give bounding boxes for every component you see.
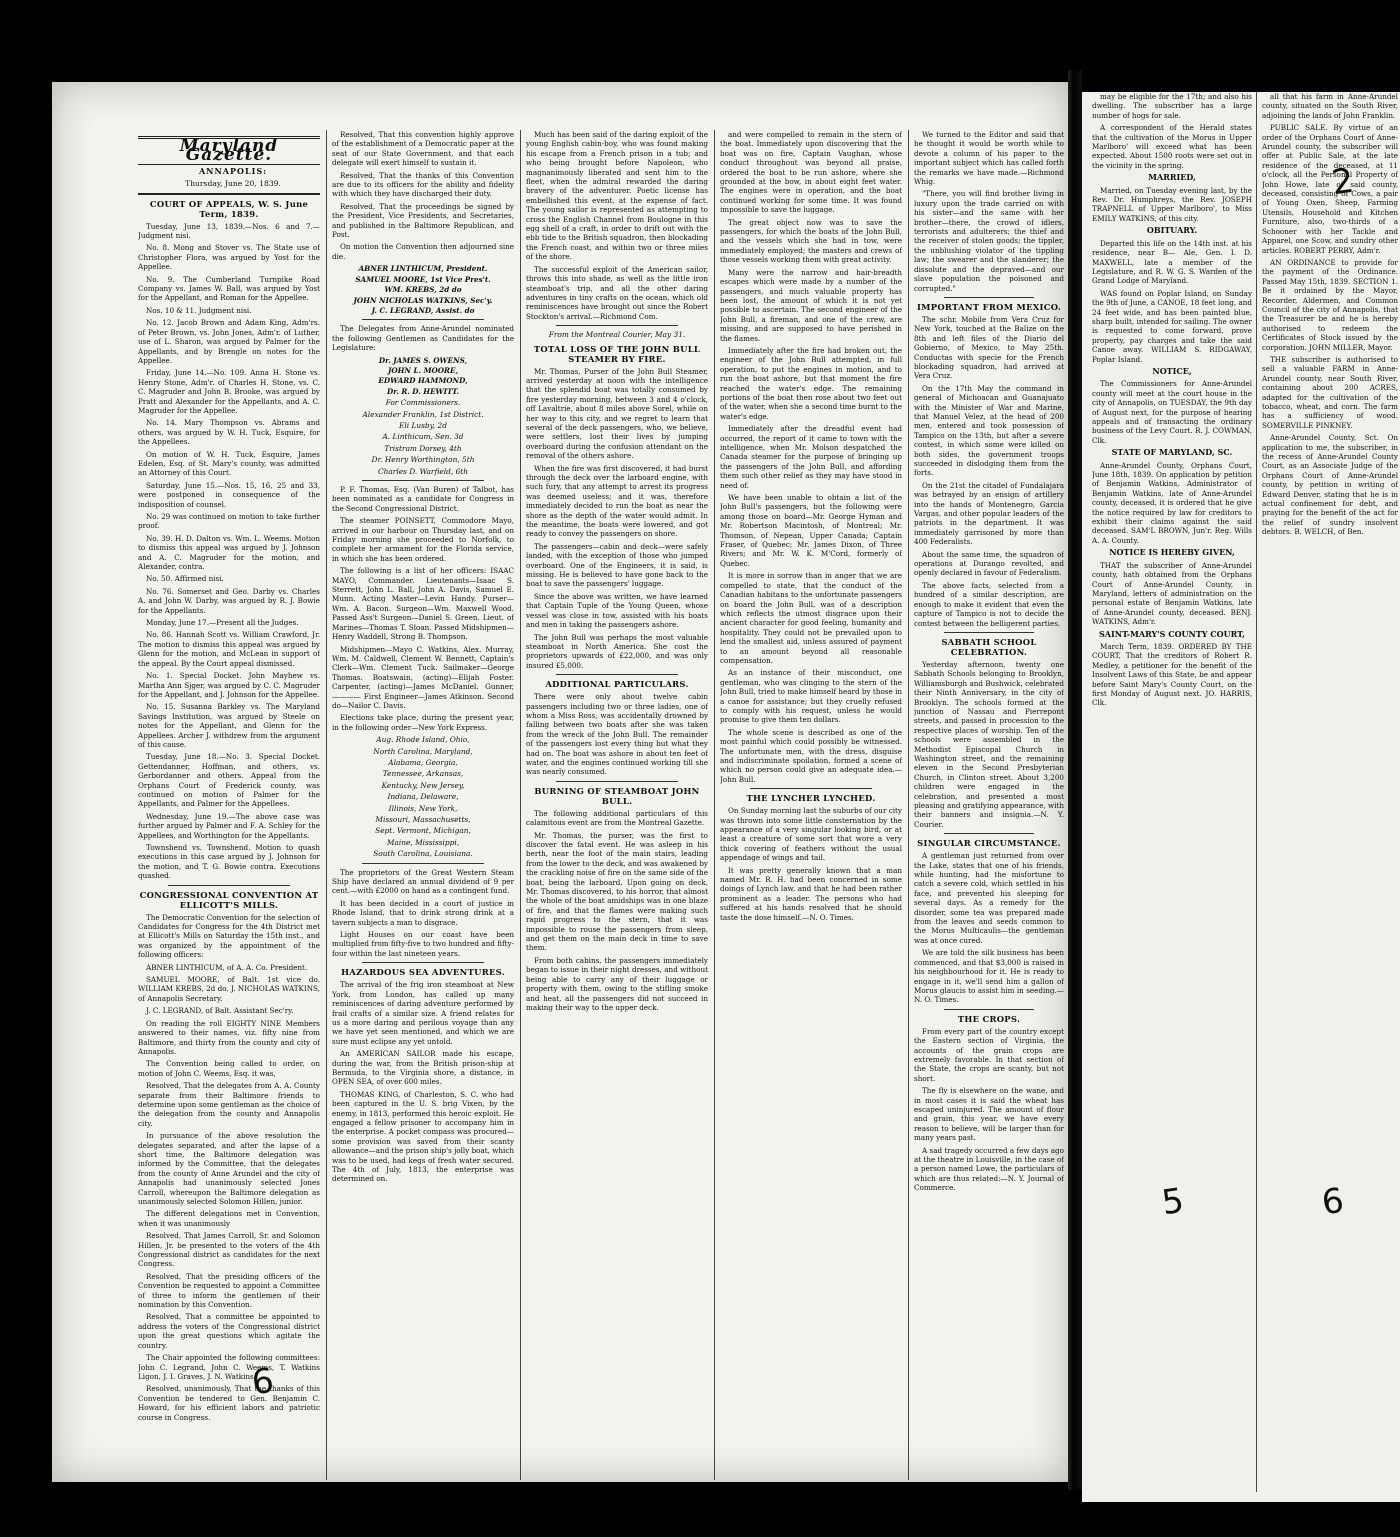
notice-text: Departed this life on the 14th inst. at his residence, near B— Ale, Gen. I. D. MAXWELL, late a member of the Legislature, and R. W. G. S. Warden of the Grand Lodge of Maryland. <box>1092 238 1252 286</box>
notice-title: STATE OF MARYLAND, SC. <box>1111 447 1233 458</box>
paragraph: The different delegations met in Convention, when it was unanimously <box>138 1209 320 1228</box>
paragraph: We are told the silk business has been commenced, and that $3,000 is raised in his neighbourhood for it. He is ready to engage in it, we'll send him a gallon of Morus glaucis to assist him in seeding.—N. O. Times. <box>914 948 1064 1005</box>
commissioners-heading: For Commissioners. <box>385 398 461 408</box>
commissioner-entry: A. Linthicum, Sen. 3d <box>382 432 464 442</box>
signer-name: JOHN NICHOLAS WATKINS, Sec'y. <box>353 295 493 305</box>
paragraph: Resolved, That this convention highly approve of the establishment of a Democratic paper at the seat of our State Government, and that each delegate will exert himself to sustain it. <box>332 130 514 168</box>
paragraph: There were only about twelve cabin passengers including two or three ladies, one of whom a Miss Ross, was accidentally drowned by falling between two boats after she was taken from the wreck of the John Bull. The remainder of the passengers lost every thing but what they had on. The boat was ashore in about ten feet of water, and the engines continued working till she was nearly consumed. <box>526 692 708 777</box>
divider <box>138 193 320 195</box>
masthead-place: ANNAPOLIS: <box>198 165 268 176</box>
paragraph: THE subscriber is authorised to sell a valuable FARM in Anne-Arundel county, near South River, containing about 200 ACRES, adapted for the cultivation of the tobacco, wheat, and corn. The farm has a sufficiency of wood. SOMERVILLE PINKNEY. <box>1262 354 1398 430</box>
paragraph: AN ORDINANCE to provide for the payment of the Ordinance. Passed May 15th, 1839. SECTION 1. Be it ordained by the Mayor, Recorder, Aldermen, and Common Council of the city of Annapolis, that the Treasurer be and he is hereby authorised to redeem the Certificates of Stock issued by the corporation. JOHN MILLER, Mayor. <box>1262 257 1398 352</box>
paragraph: Resolved, That James Carroll, Sr. and Solomon Hillen, Jr. be presented to the voters of the 4th Congressional district as candidates for the next Congress. <box>138 1231 320 1269</box>
election-entry: South Carolina, Louisiana. <box>373 849 473 859</box>
paragraph: The above facts, selected from a hundred of a similar description, are enough to make it evident that even the capture of Tampico is not to decide the contest between the belligerent parties. <box>914 580 1064 628</box>
court-report <box>138 222 320 881</box>
paragraph: Elections take place, during the present year, in the following order—New York Express. <box>332 713 514 732</box>
paragraph: Immediately after the dreadful event had occurred, the report of it came to town with the intelligence, when Mr. Molson despatched the Canada steamer for the purpose of bringing up the passengers of the John Bull, and affording them such other relief as they may have stood in need of. <box>720 424 902 490</box>
paragraph: No. 86. Hannah Scott vs. William Crawford, Jr. The motion to dismiss this appeal was argued by Glenn for the motion, and McLean in support of the appeal. By the Court appeal dismissed. <box>138 630 320 668</box>
paragraph: It was pretty generally known that a man named Mr. R. H. had been concerned in some doings of Lynch law, and that he had been rather prominent as a leader. The persons who had suffered at his hands resolved that he should taste the dose himself.—N. O. Times. <box>720 865 902 922</box>
section-heading: THE CROPS. <box>957 1013 1021 1024</box>
loss-article <box>526 367 708 671</box>
commissioner-entry: Charles D. Warfield, 6th <box>377 466 468 476</box>
notice-text: March Term, 1839. ORDERED BY THE COURT, That the creditors of Robert R. Medley, a petitioner for the benefit of the Insolvent Laws of this State, be and appear before Saint Mary's County Court, on the first Monday of August next. JO. HARRIS, Clk. <box>1092 641 1252 708</box>
section-heading: COURT OF APPEALS, W. S. June Term, 1839. <box>149 198 309 219</box>
divider <box>944 297 1034 298</box>
hazard-article <box>332 980 514 1184</box>
paragraph: Resolved, That the proceedings be signed by the President, Vice Presidents, and Secretaries, and published in the Baltimore Republican, and Post. <box>332 201 514 240</box>
paragraph: Much has been said of the daring exploit of the young English cabin-boy, who was found making his escape from a French prison in a tub; and who being brought before Napoleon, who magnanimously liberated and sent him to the fleet, when the admiral rewarded the daring bravery of the adventurer. Poetic license has embellished this event, at the expense of fact. The young sailor is represented as attempting to cross the English Channel from Boulogne in this egg shell of a craft, in order to drift out with the ebb tide to the British squadron, then blockading the French coast, and within two or three miles of the shore. <box>526 130 708 262</box>
handwritten-mark: 6 <box>249 1360 277 1404</box>
divider <box>362 480 484 481</box>
notice-text: The Commissioners for Anne-Arundel county will meet at the court house in the city of Annapolis, on TUESDAY, the 9th day of August next, for the purpose of hearing appeals and of transacting the ordinary business of the Levy Court. R. J. COWMAN, Clk. <box>1092 379 1252 445</box>
additional-article <box>526 692 708 777</box>
paragraph: Yesterday afternoon, twenty one Sabbath Schools belonging to Brooklyn, Williamsburgh and Bushwick, celebrated their Ninth Anniversary, in the city of Brooklyn. The schools formed at the junction of Nassau and Pierrepont streets, and passed in procession to the respective places of worship. Ten of the schools were assembled in the Methodist Episcopal Church in Washington street, and the remaining eleven in the Second Presbyterian Church, in Clinton street. About 3,200 children were engaged in the celebration, and presented a most pleasing and gratifying appearance, with their banners and insignia.—N. Y. Courier. <box>914 659 1064 829</box>
section-heading: TOTAL LOSS OF THE JOHN BULL STEAMER BY FIRE. <box>533 343 701 364</box>
paragraph: "There, you will find brother living in luxury upon the trade carried on with his sister—and the same with her brother—there, the crowd of idlers, terrorists and adulterers; the thief and the receiver of stolen goods; the tippler, the unblushing violator of the tippling law; the swearer and the slanderer; the dissolute and the depraved—and our slave population the poisoned and corrupted." <box>914 189 1064 293</box>
section-heading: SINGULAR CIRCUMSTANCE. <box>917 838 1061 849</box>
paragraph: Mr. Thomas, the purser, was the first to discover the fatal event. He was asleep in his berth, near the foot of the main stairs, leading from the lower to the deck, and was awakened by the crackling noise of fire on the same side of the boat, being the larboard. Upon going on deck, Mr. Thomas discovered, to his horror, that almost the whole of the boat amidships was in one blaze of fire, and that the flames were making such rapid progress to the stern, that it was impossible to rouse the passengers from sleep, and get them on the main deck in time to save them. <box>526 830 708 953</box>
notice <box>1092 173 1252 223</box>
right-column-1 <box>1092 92 1252 1492</box>
divider <box>750 788 872 789</box>
commissioner-entry: Tristram Dorsey, 4th <box>384 443 462 453</box>
paragraph: Resolved, unanimously, That the thanks of this Convention be tendered to Gen. Benjamin C. Howard, for his efficient labors and patriotic course in Congress. <box>138 1384 320 1422</box>
election-entry: Sept. Vermont, Michigan, <box>375 826 471 836</box>
signer-name: J. C. LEGRAND, Assist. do <box>371 305 475 315</box>
election-entry: Illinois, New York, <box>388 803 458 813</box>
paragraph: The schr. Mobile from Vera Cruz for New York, touched at the Balize on the 8th and left files of the Diario del Gobierno, of Mexico, to May 25th. Conductas with specie for the French blockading squadron, had arrived at Vera Cruz. <box>914 314 1064 381</box>
paragraph: No. 1. Special Docket. John Mayhew vs. Martha Ann Sjger, was argued by C. C. Magruder for the Appellant, and J. Johnson for the Appellee. <box>138 671 320 699</box>
paragraph: No. 76. Somerset and Geo. Darby vs. Charles A. and John W. Darby, was argued by R. J. Bowie for the Appellants. <box>138 586 320 615</box>
delegates-intro: The Delegates from Anne-Arundel nominated the following Gentlemen as Candidates for the Legislature: <box>332 324 514 353</box>
election-entry: North Carolina, Maryland, <box>373 746 473 756</box>
paragraph: Friday, June 14.—No. 109. Anna H. Stone vs. Henry Stone, Adm'r. of Charles H. Stone, vs. C. C. Magruder and John B. Brooke, was argued by Pratt and Alexander for the Appellants, and A. C. Magruder for the Appellee. <box>138 368 320 415</box>
notice <box>1092 448 1252 545</box>
section-heading: CONGRESSIONAL CONVENTION AT ELLICOTT'S MILLS. <box>139 889 319 910</box>
handwritten-mark: 6 <box>1319 1180 1347 1224</box>
column-2 <box>332 130 514 1482</box>
paragraph: It is more in sorrow than in anger that we are compelled to state, that the conduct of the Canadian habitans to the unfortunate passengers on board the John Bull, was of a description which reflects the utmost disgrace upon their ancient character for good feeling, humanity and hospitality. They could not be prevailed upon to lend the smallest aid, unless assured of payment to an amount beyond all reasonable compensation. <box>720 571 902 665</box>
article <box>1092 92 1252 170</box>
masthead-title: Maryland Gazette. <box>138 136 320 165</box>
paragraph: Tuesday, June 13, 1839.—Nos. 6 and 7.—Judgment nisi. <box>138 221 320 241</box>
notice <box>1092 548 1252 626</box>
column-3 <box>526 130 708 1482</box>
column-1 <box>138 130 320 1482</box>
notices-list <box>1092 173 1252 708</box>
paragraph: As an instance of their misconduct, one gentleman, who was clinging to the stern of the John Bull, tried to make himself heard by those in a canoe for assistance; but they cruelly refused to comply with his request, unless he would promise to give them ten dollars. <box>720 668 902 725</box>
divider <box>556 674 678 675</box>
newspaper-page-left <box>52 82 1068 1482</box>
election-entry: Kentucky, New Jersey, <box>381 780 465 790</box>
singular-article <box>914 851 1064 1005</box>
paragraph: The Convention being called to order, on motion of John C. Weems, Esq. it was, <box>138 1059 320 1078</box>
election-entry: Alabama, Georgia, <box>388 757 458 767</box>
column-rule <box>714 130 715 1480</box>
paragraph: The following is a list of her officers: ISAAC MAYO, Commander. Lieutenants—Isaac S. Sterrett, John L. Ball, John A. Davis, Samuel E. Munn. Acting Master—Levin Handy. Purser—Wm. A. Bacon. Surgeon—Wm. Maxwell Wood. Passed Ass't Surgeon—Daniel S. Green. Lieut. of Marines—Thomas T. Sloan. Passed Midshipmen—Henry Waddell, Strong B. Thompson. <box>332 566 514 642</box>
paragraph: The passengers—cabin and deck—were safely landed, with the exception of those who jumped overboard. One of the Engineers, it is said, is missing. He is believed to have gone back to the boat to save the passengers' luggage. <box>526 541 708 589</box>
paragraph: No. 50. Affirmed nisi. <box>146 574 224 584</box>
paragraph: On motion the Convention then adjourned sine die. <box>332 242 514 261</box>
section-heading: SABBATH SCHOOL CELEBRATION. <box>941 636 1037 657</box>
election-entry: Missouri, Massachusetts, <box>375 815 471 824</box>
paragraph: About the same time, the squadron of operations at Durango revolted, and openly declared in favour of Federalism. <box>914 549 1064 578</box>
article <box>720 130 902 784</box>
source-line: From the Montreal Courier, May 31. <box>548 330 686 340</box>
notice-text: Married, on Tuesday evening last, by the Rev. Dr. Humphreys, the Rev. JOSEPH TRAPNELL of Upper Marlboro', to Miss EMILY WATKINS, of this city. <box>1092 185 1252 223</box>
divider <box>944 1009 1034 1010</box>
paragraph: and were compelled to remain in the stern of the boat. Immediately upon discovering that the boat was on fire, Captain Vaughan, whose conduct throughout was beyond all praise, ordered the boat to be run ashore, where she grounded at the bow, in about eight feet water. The engines were in operation, and the boat continued working for some time. It was found impossible to save the luggage. <box>720 130 902 215</box>
paragraph: Midshipmen—Mayo C. Watkins, Alex. Murray, Wm. M. Caldwell, Clement W. Bennett, Captain's Clerk—Wm. Clement Tuck. Sailmaker—George Thomas. Boatswain, (acting)—Elijah Foster. Carpenter, (acting)—James McDaniel. Gunner, ———— First Engineer—James Atkinson. Second do—Nailor C. Davis. <box>332 644 514 710</box>
crops-article <box>914 1027 1064 1193</box>
paragraph: The Chair appointed the following committees: John C. Legrand, John C. Weems, T. Watkins Ligon, J. I. Graves, J. N. Watkins. <box>138 1353 320 1381</box>
election-entry: Maine, Mississippi, <box>386 837 460 847</box>
notice <box>1092 630 1252 708</box>
paragraph: The whole scene is described as one of the most painful which could possibly be witnessed. The unfortunate men, with the dress, disguise and indiscriminate spoilation, formed a scene of which no person could give an adequate idea.—John Bull. <box>720 727 902 784</box>
paragraph: Resolved, That the presiding officers of the Convention be requested to appoint a Committee of three to inform the gentlemen of their nomination by this Convention. <box>138 1271 320 1310</box>
paragraph: The following additional particulars of this calamitous event are from the Montreal Gazette. <box>526 808 708 828</box>
paragraph: Tuesday, June 18.—No. 3. Special Docket. Gettendanner, Hoffman, and others, vs. Gerbordanner and others. Appeal from the Orphans Court of Frederick county, was continued on motion of Palmer for the Appellants, and Palmer for the Appellees. <box>138 752 320 809</box>
paragraph: Townshend vs. Townshend. Motion to quash executions in this case argued by J. Johnson for the motion, and T. G. Bowie contra. Executions quashed. <box>138 843 320 881</box>
mexico-article <box>914 315 1064 628</box>
delegate-name: EDWARD HAMMOND, <box>378 376 468 386</box>
paragraph: THOMAS KING, of Charleston, S. C. who had been captured in the U. S. brig Vixen, by the enemy, in 1813, performed this heroic exploit. He engaged a fellow prisoner to accompany him in the enterprise. A pocket compass was procured—some provision was saved from their scanty allowance—and the prison ship's jolly boat, which was to be used, had kegs of fresh water secured. The 4th of July, 1813, the enterprise was determined on. <box>332 1089 514 1184</box>
notice-title: NOTICE IS HEREBY GIVEN, <box>1109 547 1235 558</box>
paragraph: P. F. Thomas, Esq. (Van Buren) of Talbot, has been nominated as a candidate for Congress in the Second Congressional District. <box>332 485 514 513</box>
paragraph: Monday, June 17.—Present all the Judges. <box>146 618 299 628</box>
delegate-name: Dr. JAMES S. OWENS, <box>378 355 468 365</box>
paragraph: Nos. 10 & 11. Judgment nisi. <box>146 305 252 315</box>
paragraph: The arrival of the frig iron steamboat at New York, from London, has called up many reminiscences of daring adventure performed by frail crafts of a similar size. A friend relates for us a more daring and perilous voyage than any we have yet seen mentioned, and which we are sure must eclipse any yet untold. <box>332 980 514 1046</box>
paragraph: J. C. LEGRAND, of Balt. Assistant Sec'ry. <box>146 1006 294 1016</box>
paragraph: No. 8. Mong and Stover vs. The State use of Christopher Flora, was argued by Yost for the Appellee. <box>138 243 320 272</box>
paragraph: all that his farm in Anne-Arundel county, situated on the South River, adjoining the lands of John Franklin. <box>1262 92 1398 120</box>
paragraph: The successful exploit of the American sailor, throws this into shade, as well as the little iron steamboat's trip, and all the other daring adventures in tiny crafts on the ocean, which old reminiscences have brought out since the Robert Stockton's arrival.—Richmond Com. <box>526 264 708 321</box>
paragraph: A gentleman just returned from over the Lake, states that one of his friends, while hunting, had the misfortune to catch a severe cold, which settled in his face, and prevented his sleeping for several days. As a remedy for the disorder, some tea was prepared made from the leaves and seeds common to the Morus Multicaulis—the gentleman was at once cured. <box>914 851 1064 945</box>
divider <box>556 325 678 326</box>
resolutions <box>332 130 514 261</box>
paragraph: The Democratic Convention for the selection of Candidates for Congress for the 4th District met at Ellicott's Mills on Saturday the 15th inst., and was organized by the appointment of the following officers: <box>138 912 320 960</box>
paragraph: In pursuance of the above resolution the delegates separated, and after the lapse of a short time, the Baltimore delegation was informed by the Committee, that the delegates from the county of Anne Arundel and the city of Annapolis had unanimously selected Jones Carroll, whereupon the Baltimore delegation as unanimously selected Solomon Hillen, junior. <box>138 1131 320 1206</box>
paragraph: No. 9. The Cumberland Turnpike Road Company vs. James W. Ball, was argued by Yost for the Appellant, and Roman for the Appellee. <box>138 274 320 303</box>
commissioners-list <box>332 410 514 476</box>
paragraph: No. 15. Susanna Barkley vs. The Maryland Savings Institution, was argued by Steele on notes for the Appellant, and Glenn for the Appellees. Archer J. withdrew from the argument of this cause. <box>138 702 320 749</box>
signer-name: WM. KREBS, 2d do <box>384 285 462 295</box>
paragraph: On Sunday morning last the suburbs of our city was thrown into some little consternation by the appearance of a very singular looking bird, or at least a creature of some sort that wore a very thick covering of feathers without the usual appendage of wings and tail. <box>720 806 902 863</box>
notice-text: Anne-Arundel County, Orphans Court, June 18th, 1839. On application by petition of Benjamin Watkins, Administrator of Benjamin Watkins, late of Anne-Arundel county, deceased, it is ordered that he give the notice required by law for creditors to exhibit their claims against the said deceased. SAM'L BROWN, Jun'r. Reg. Wills A. A. County. <box>1092 460 1252 545</box>
paragraph: We have been unable to obtain a list of the John Bull's passengers, but the following were among those on board—Mr. George Hyman and Mr. Robertson Macintosh, of Montreal; Mr. Thomson, of Nepean, Upper Canada; Captain Fraser, of Quebec; Mr. James Dixon, of Three Rivers; and Mr. W. K. M'Cord, formerly of Quebec. <box>720 493 902 568</box>
section-heading: HAZARDOUS SEA ADVENTURES. <box>341 967 505 978</box>
article <box>526 130 708 321</box>
notice <box>1092 226 1252 285</box>
delegate-name: JOHN L. MOORE, <box>387 365 458 375</box>
paragraph: Resolved, That a committee be appointed to address the voters of the Congressional district upon the great questions which agitate the country. <box>138 1312 320 1350</box>
paragraph: From every part of the country except the Eastern section of Virginia, the accounts of the grain crops are extremely favorable. In that section of the State, the crops are scanty, but not short. <box>914 1026 1064 1083</box>
delegates-list <box>332 356 514 397</box>
paragraph: No. 12. Jacob Brown and Adam King, Adm'rs. of Peter Brown, vs. John Jones, Adm'r. of Luther, use of L. Sharon, was argued by Palmer for the Appellants, and by Brengle on notes for the Appellee. <box>138 318 320 365</box>
paragraph: When the fire was first discovered, it had burst through the deck over the larboard engine, with such fury, that any attempt to arrest its progress was deemed useless; and it was, therefore immediately decided to run the boat as near the shore as the depth of the water would admit. In the meantime, the boats were lowered, and got ready to convey the passengers on shore. <box>526 463 708 539</box>
paragraph: Resolved, That the thanks of this Convention are due to its officers for the ability and fidelity with which they have discharged their duty. <box>332 170 514 199</box>
paragraph: Mr. Thomas, Purser of the John Bull Steamer, arrived yesterday at noon with the intelligence that the splendid boat was totally consumed by fire yesterday morning, between 3 and 4 o'clock, off Lavaltrie, about 8 miles above Sorel, while on her way to this city, and we regret to learn that several of the deck passengers, who, we believe, were settlers, lost their lives by jumping overboard during the confusion attendant on the removal of the others ashore. <box>526 366 708 461</box>
section-heading: BURNING OF STEAMBOAT JOHN BULL. <box>534 785 700 806</box>
divider <box>168 885 290 886</box>
column-rule <box>908 130 909 1480</box>
right-column-2 <box>1262 92 1398 1492</box>
paragraph: Many were the narrow and hair-breadth escapes which were made by a number of the passengers, and much valuable property has been lost, the amount of which it is not yet possible to ascertain. The second engineer of the John Bull, a fireman, and one of the crew, are missing, and are supposed to have perished in the flames. <box>720 267 902 343</box>
paragraph: Wednesday, June 19.—The above case was further argued by Palmer and F. A. Schley for the Appellees, and Worthington for the Appellants. <box>138 811 320 840</box>
notice <box>1092 289 1252 364</box>
notice-title: SAINT-MARY'S COUNTY COURT, <box>1099 628 1245 639</box>
paragraph: The great object now was to save the passengers, for which the boats of the John Bull, and the vessels which she had in tow, were immediately employed; the masters and crews of those vessels working them with great activity. <box>720 217 902 265</box>
notice <box>1092 367 1252 445</box>
paragraph: Resolved, That the delegates from A. A. County separate from their Baltimore friends to determine upon some gentleman as the choice of the delegation from the county and Annapolis city. <box>138 1081 320 1128</box>
paragraph: It has been decided in a court of justice in Rhode Island, that to drink strong drink at a tavern subjects a man to disgrace. <box>332 898 514 927</box>
election-entry: Indiana, Delaware, <box>387 792 459 802</box>
paragraph: A correspondent of the Herald states that the cultivation of the Morus in Upper Marlboro' will exceed what has been expected. About 1500 roots were set out in the vicinity in the spring. <box>1092 123 1252 170</box>
notice-text: THAT the subscriber of Anne-Arundel county, hath obtained from the Orphans Court of Anne-Arundel County, in Maryland, letters of administration on the personal estate of Benjamin Watkins, late of Anne-Arundel county, deceased. BENJ. WATKINS, Adm'r. <box>1092 560 1252 627</box>
election-entry: Tennessee, Arkansas, <box>382 769 464 779</box>
divider <box>556 781 678 782</box>
section-heading: THE LYNCHER LYNCHED. <box>746 793 876 804</box>
column-rule <box>520 130 521 1480</box>
paragraph: The fly is elsewhere on the wane, and in most cases it is said the wheat has escaped uninjured. The amount of flour and grain, this year, we have every reason to believe, will be larger than for many years past. <box>914 1086 1064 1143</box>
lynch-article <box>720 806 902 922</box>
paragraph: The steamer POINSETT, Commodore Mayo, arrived in our harbour on Thursday last, and on Friday morning she proceeded to Norfolk, to complete her armament for the Florida service, in which she has been ordered. <box>332 516 514 563</box>
paragraph: On reading the roll EIGHTY NINE Members answered to their names, viz. fifty nine from Baltimore, and thirty from the county and city of Annapolis. <box>138 1018 320 1056</box>
notice-title: NOTICE, <box>1152 365 1192 376</box>
delegate-name: Dr. R. D. HEWITT. <box>386 386 460 396</box>
convention-report <box>138 913 320 1422</box>
paragraph: On the 21st the citadel of Fundalajara was betrayed by an ensign of artillery into the hands of Montenegro, Garcia Vargas, and other popular leaders of the patriots in the department. It was immediately garrisoned by more than 400 Federalists. <box>914 480 1064 547</box>
divider <box>362 319 484 320</box>
election-entry: Aug. Rhode Island, Ohio, <box>376 735 470 745</box>
commissioner-entry: Alexander Franklin, 1st District. <box>362 409 484 419</box>
section-heading: IMPORTANT FROM MEXICO. <box>916 301 1062 312</box>
column-rule <box>326 130 327 1480</box>
paragraph: SAMUEL MOORE, of Balt. 1st vice do. WILLIAM KREBS, 2d do. J. NICHOLAS WATKINS, of Annapolis Secretary. <box>138 975 320 1003</box>
paragraph: Saturday, June 15.—Nos. 15, 16, 25 and 33, were postponed in consequence of the indisposition of counsel. <box>138 480 320 509</box>
handwritten-mark: 2 <box>1329 160 1357 204</box>
paragraph: A sad tragedy occurred a few days ago at the theatre in Louisville, in the case of a person named Lowe, the particulars of which are thus related:—N. Y. Journal of Commerce. <box>914 1145 1064 1193</box>
column-4 <box>720 130 902 1482</box>
paragraph: We turned to the Editor and said that he thought it would be worth while to devote a column of his paper to the important subject which has called forth the remarks we have made.—Richmond Whig. <box>914 130 1064 187</box>
notice-title: MARRIED, <box>1148 172 1196 183</box>
divider <box>362 962 484 963</box>
paragraph: The John Bull was perhaps the most valuable steamboat in North America. She cost the proprietors upwards of £22,000, and was only insured £5,000. <box>526 632 708 670</box>
paragraph: Light Houses on our coast have been multiplied from fifty-five to two hundred and fifty-four within the last nineteen years. <box>332 930 514 958</box>
article <box>914 130 1064 293</box>
masthead-date: Thursday, June 20, 1839. <box>185 179 281 189</box>
paragraph: may be eligible for the 17th; and also his dwelling. The subscriber has a large number of hogs for sale. <box>1092 92 1252 120</box>
newspaper-page-right <box>1082 92 1400 1502</box>
burning-article <box>526 809 708 1013</box>
signers-list <box>332 264 514 315</box>
elections-list <box>332 735 514 858</box>
paragraph: An AMERICAN SAILOR made his escape, during the war, from the British prison-ship at Bermuda, to the Virginia shore, a distance, in OPEN SEA, of over 600 miles. <box>332 1049 514 1087</box>
paragraph: Immediately after the fire had broken out, the engineer of the John Bull attempted, in full operation, to put the engines in motion, and to run the boat ashore, but that moment the fire reached the water's edge. The remaining portions of the boat then rose about two feet out of the water, when she a second time burnt to the water's edge. <box>720 345 902 421</box>
news-items <box>332 485 514 732</box>
paragraph: PUBLIC SALE. By virtue of an order of the Orphans Court of Anne-Arundel county, the subscriber will offer at Public Sale, at the late residence of the deceased, at 11 o'clock, all the Personal Property of John Howe, late of said county, deceased, consisting of Cows, a pair of Young Oxen, Sheep, Farming Utensils, Household and Kitchen Furniture, also, two-thirds of a Schooner with her Tackle and Apparel, one Scow, and sundry other articles. ROBERT PERRY, Adm'r. <box>1262 123 1398 255</box>
paragraph: The proprietors of the Great Western Steam Ship have declared an annual dividend of 9 per cent.—with £2000 on hand as a contingent fund. <box>332 867 514 896</box>
signer-name: ABNER LINTHICUM, President. <box>358 264 488 274</box>
section-heading: ADDITIONAL PARTICULARS. <box>545 679 689 690</box>
paragraph: ABNER LINTHICUM, of A. A. Co. President. <box>146 962 308 972</box>
paragraph: No. 14. Mary Thompson vs. Abrams and others, was argued by W. H. Tuck, Esquire, for the Appellees. <box>138 418 320 447</box>
handwritten-mark: 5 <box>1159 1180 1187 1224</box>
commissioner-entry: Eli Lusby, 2d <box>399 420 447 430</box>
paragraph: From both cabins, the passengers immediately began to issue in their night dresses, and without being able to carry any of their luggage or property with them, owing to the stifling smoke and heat, all the passengers did not succeed in making their way to the upper deck. <box>526 955 708 1012</box>
paragraph: No. 29 was continued on motion to take further proof. <box>138 512 320 531</box>
paragraph: On the 17th May the command in general of Michoacan and Guanajuato with the Minister of War and Marine, that Manuel Velez, at the head of 200 men, entered and took possession of Tampico on the 13th, but after a severe contest, in which some were killed on both sides, the government troops succeeded in dislodging them from the forts. <box>914 383 1064 478</box>
notice-text: WAS found on Poplar Island, on Sunday the 9th of June, a CANOE, 18 feet long, and 24 feet wide, and has been painted blue, sharp built, intended for sailing. The owner is requested to come forward, prove property, pay charges and take the said Canoe away. WILLIAM S. RIDGAWAY, Poplar Island. <box>1092 288 1252 364</box>
news-items <box>332 868 514 959</box>
advertisements <box>1262 92 1398 537</box>
paragraph: Since the above was written, we have learned that Captain Tuple of the Young Queen, whose vessel was close in tow, assisted with his boats and men in taking the passengers ashore. <box>526 591 708 630</box>
commissioner-entry: Dr. Henry Worthington, 5th <box>371 455 475 465</box>
paragraph: Anne-Arundel County, Sct. On application to me, the subscriber, in the recess of Anne-Arundel County Court, as an Associate Judge of the Orphans Court of Anne-Arundel county, by petition in writing of Edward Denver, stating that he is in actual confinement for debt, and praying for the benefit of the act for the relief of sundry insolvent debtors. B. WELCH, of Ben. <box>1262 433 1398 537</box>
divider <box>362 863 484 864</box>
divider <box>944 833 1034 834</box>
sabbath-article <box>914 660 1064 829</box>
signer-name: SAMUEL MOORE, 1st Vice Pres't. <box>355 274 491 284</box>
paragraph: No. 39. H. D. Dalton vs. Wm. L. Weems. Motion to dismiss this appeal was argued by J. Johnson and A. C. Magruder for the motion, and Alexander, contra. <box>138 533 320 572</box>
page-gutter <box>1068 70 1082 1490</box>
notice-title: OBITUARY. <box>1146 225 1198 236</box>
paragraph: On motion of W. H. Tuck, Esquire, James Edelen, Esq. of St. Mary's county, was admitted an Attorney of this Court. <box>138 449 320 478</box>
column-5 <box>914 130 1064 1482</box>
divider <box>944 632 1034 633</box>
column-rule <box>1256 92 1257 1492</box>
